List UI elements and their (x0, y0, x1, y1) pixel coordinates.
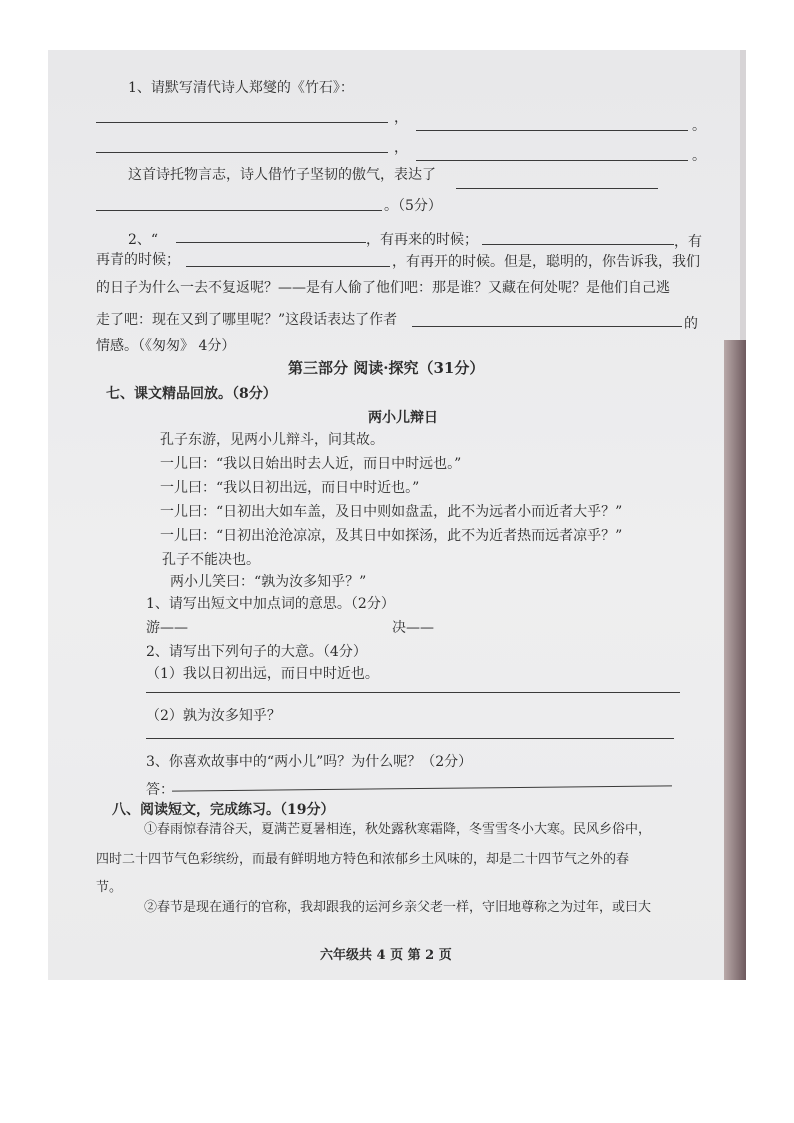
answer-line[interactable] (416, 130, 688, 131)
sub-question: 2、请写出下列句子的大意。（4分） (146, 644, 367, 660)
answer-line[interactable] (96, 210, 382, 211)
answer-line[interactable] (456, 188, 658, 189)
q2-line3: 的日子为什么一去不复返呢？——是有人偷了他们吧：那是谁？又藏在何处呢？是他们自己逃 (96, 280, 670, 296)
passage-line: 两小儿笑曰：“孰为汝多知乎？” (170, 574, 367, 590)
q2-line4-end: 的 (684, 316, 698, 332)
passage-line: 孔子不能决也。 (162, 552, 260, 568)
passage-line: 节。 (96, 880, 123, 895)
q1-score: 。（5分） (384, 198, 442, 214)
answer-line[interactable] (96, 152, 388, 153)
passage-line: ②春节是现在通行的官称，我却跟我的运河乡亲父老一样，守旧地尊称之为过年，或曰大 (144, 900, 652, 915)
passage-line: 四时二十四节气色彩缤纷，而最有鲜明地方特色和浓郁乡土风味的，却是二十四节气之外的春 (96, 852, 630, 867)
q1-prompt: 1、请默写清代诗人郑燮的《竹石》： (128, 80, 354, 96)
passage-title: 两小儿辩日 (368, 410, 438, 426)
passage-line: ①春雨惊春清谷天，夏满芒夏暑相连，秋处露秋寒霜降，冬雪雪冬小大寒。民风乡俗中， (144, 822, 652, 837)
passage-line: 一儿曰：“日初出沧沧凉凉，及其日中如探汤，此不为近者热而远者凉乎？” (160, 528, 623, 544)
punct: ， (394, 140, 408, 156)
part-title: 第三部分 阅读·探究（31分） (288, 359, 485, 377)
section-heading: 七、课文精品回放。（8分） (106, 386, 277, 402)
word-prompt: 决—— (392, 620, 434, 636)
answer-line[interactable] (416, 160, 688, 161)
q2-line5: 情感。（《匆匆》 4分） (96, 338, 236, 354)
passage-line: 一儿曰：“我以日始出时去人近，而日中时远也。” (160, 456, 462, 472)
answer-line[interactable] (482, 244, 674, 245)
passage-line: 孔子东游，见两小儿辩斗，问其故。 (160, 432, 384, 448)
punct: ， (394, 110, 408, 126)
q2-line1-mid: ，有再来的时候； (366, 232, 478, 248)
word-prompt: 游—— (146, 620, 188, 636)
q2-line2-start: 再青的时候； (96, 252, 180, 268)
q2-line4-start: 走了吧：现在又到了哪里呢？”这段话表达了作者 (96, 312, 398, 328)
q1-follow-up: 这首诗托物言志，诗人借竹子坚韧的傲气，表达了 (128, 167, 436, 183)
answer-line[interactable] (172, 785, 672, 791)
answer-line[interactable] (412, 326, 682, 327)
q2-line2-rest: ，有再开的时候。但是，聪明的，你告诉我，我们 (392, 254, 700, 270)
answer-line[interactable] (96, 122, 388, 123)
page-footer: 六年级共 4 页 第 2 页 (320, 948, 452, 963)
answer-label: 答： (146, 782, 174, 798)
q2-line1-start: 2、“ (128, 232, 159, 248)
sentence-prompt: （2）孰为汝多知乎？ (146, 708, 281, 724)
sub-question: 3、你喜欢故事中的“两小儿”吗？为什么呢？（2分） (146, 754, 473, 770)
exam-page (48, 50, 746, 980)
sub-question: 1、请写出短文中加点词的意思。（2分） (146, 596, 395, 612)
answer-line[interactable] (176, 242, 366, 243)
passage-line: 一儿曰：“我以日初出远，而日中时近也。” (160, 480, 420, 496)
punct: 。 (692, 148, 706, 164)
section-heading: 八、阅读短文，完成练习。（19分） (112, 802, 335, 818)
page-edge-shadow (740, 50, 746, 340)
punct: 。 (692, 118, 706, 134)
sentence-prompt: （1）我以日初出远，而日中时近也。 (146, 666, 379, 682)
answer-line[interactable] (186, 266, 390, 267)
answer-line[interactable] (146, 738, 674, 739)
q2-line1-end: ，有 (674, 234, 702, 250)
page-edge-shadow (724, 340, 746, 980)
passage-line: 一儿曰：“日初出大如车盖，及日中则如盘盂，此不为远者小而近者大乎？” (160, 504, 623, 520)
answer-line[interactable] (146, 692, 680, 693)
